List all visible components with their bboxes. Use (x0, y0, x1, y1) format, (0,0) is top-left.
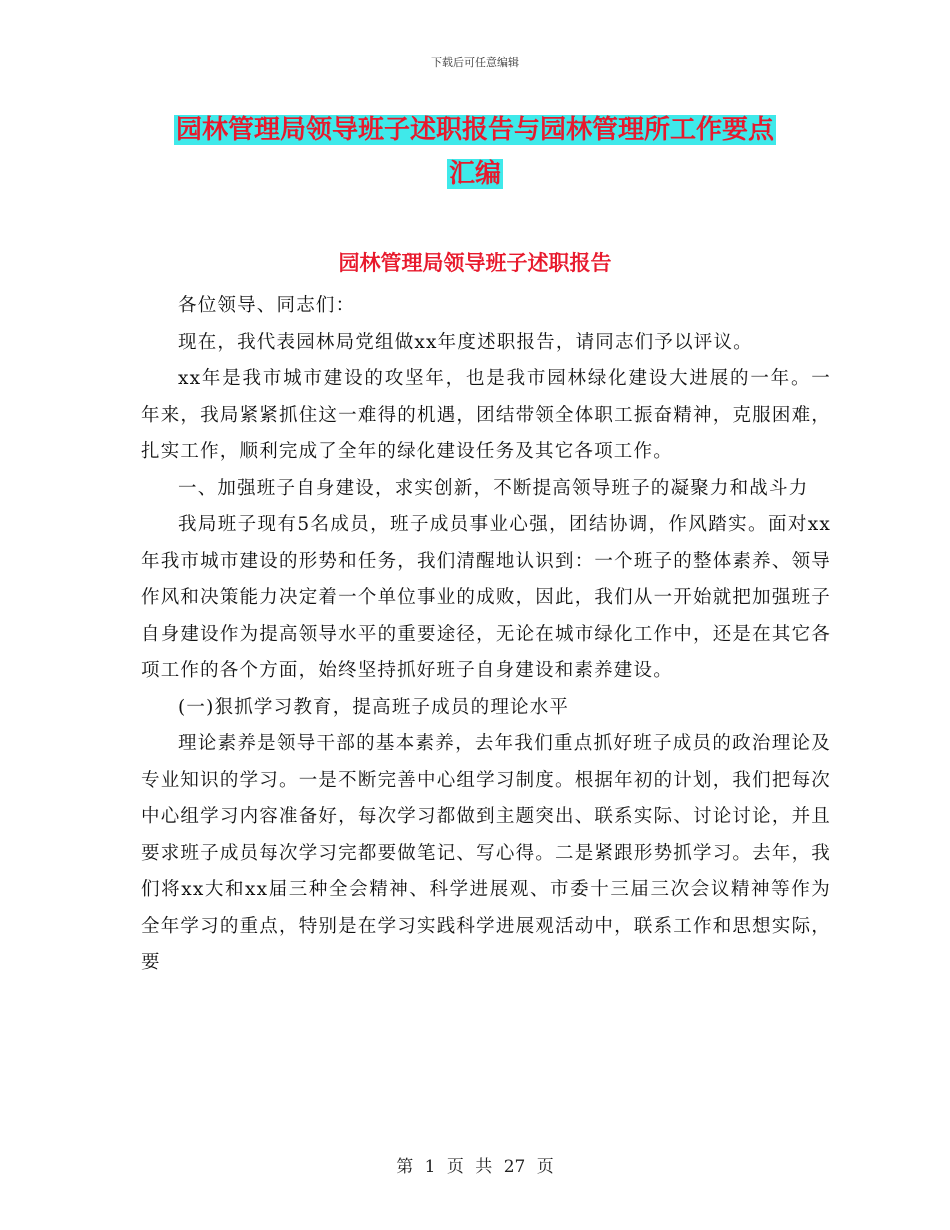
paragraph-salutation: 各位领导、同志们： (178, 295, 356, 316)
header-note: 下载后可任意编辑 (431, 56, 519, 69)
paragraph-intro: 现在，我代表园林局党组做xx年度述职报告，请同志们予以评议。 (178, 331, 753, 353)
paragraph-team: 我局班子现有5名成员，班子成员事业心强，团结协调，作风踏实。面对xx年我市城市建设的形势和任务，我们清醒地认识到：一个班子的整体素养、领导作风和决策能力决定着一个单位事业的成败，因此，我们从一开始就把加强班子自身建设作为提高领导水平的重要途径，无论在城市绿化工作中，还是在其它各项工作的各个方面，始终坚持抓好班子自身建设和素养建设。 (141, 514, 831, 681)
paragraph-study: 理论素养是领导干部的基本素养，去年我们重点抓好班子成员的政治理论及专业知识的学习。一是不断完善中心组学习制度。根据年初的计划，我们把每次中心组学习内容准备好，每次学习都做到主题突出、联系实际、讨论讨论，并且要求班子成员每次学习完都要做笔记、写心得。二是紧跟形势抓学习。去年，我们将xx大和xx届三种全会精神、科学进展观、市委十三届三次会议精神等作为全年学习的重点，特别是在学习实践科学进展观活动中，联系工作和思想实际，要 (141, 733, 831, 973)
title-line-1: 园林管理局领导班子述职报告与园林管理所工作要点 (175, 115, 774, 145)
document-title (0, 108, 950, 196)
page-footer: 第 1 页 共 27 页 (396, 1157, 554, 1177)
title-line-2: 汇编 (448, 159, 501, 189)
heading-section-1: 一、加强班子自身建设，求实创新，不断提高领导班子的凝聚力和战斗力 (178, 477, 809, 499)
heading-subsection-1: (一)狠抓学习教育，提高班子成员的理论水平 (178, 696, 570, 718)
section-title: 园林管理局领导班子述职报告 (338, 251, 612, 275)
paragraph-overview: xx年是我市城市建设的攻坚年，也是我市园林绿化建设大进展的一年。一年来，我局紧紧抓住这一难得的机遇，团结带领全体职工振奋精神，克服困难，扎实工作，顺利完成了全年的绿化建设任务及其它各项工作。 (141, 368, 831, 462)
document-body (141, 288, 831, 982)
